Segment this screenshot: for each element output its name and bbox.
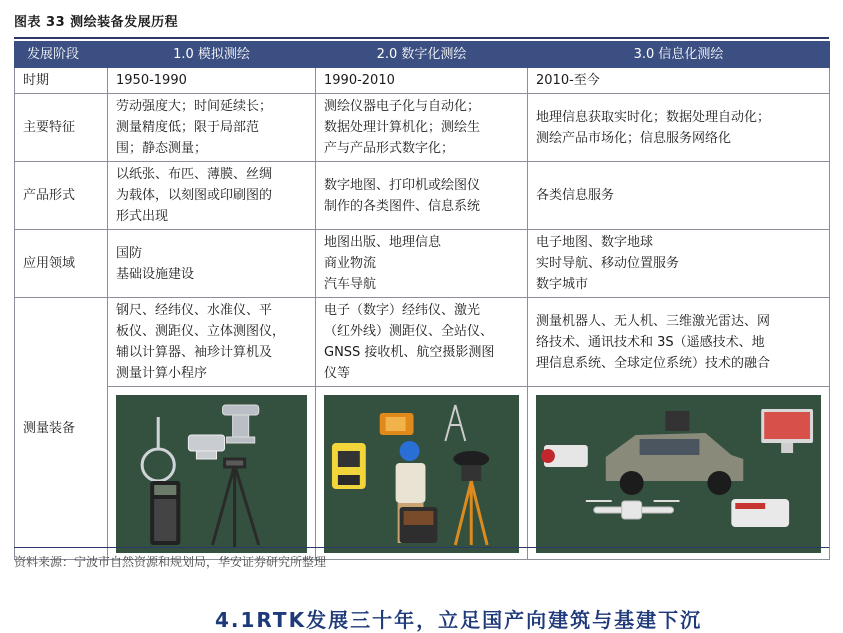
table-row-products [15, 162, 830, 230]
cell-line: 各类信息服务 [536, 188, 615, 203]
cell-line: 测量计算小程序 [116, 366, 208, 381]
cell-line: （红外线）测距仪、全站仪、 [324, 324, 494, 339]
table-row-period [15, 68, 830, 94]
cell-line: 钢尺、经纬仪、水准仪、平 [116, 303, 273, 318]
cell-line: 形式出现 [116, 209, 169, 224]
cell-line: 电子（数字）经纬仪、激光 [324, 303, 481, 318]
cell-line: 测量精度低；限于局部范 [116, 120, 260, 135]
equipment-history-table [14, 41, 830, 560]
table-cell [316, 387, 528, 560]
figure-title: 图表 33 测绘装备发展历程 [14, 15, 179, 30]
cell-line: 以纸张、布匹、薄膜、丝绸 [116, 167, 273, 182]
cell-line: 电子地图、数字地球 [536, 235, 654, 250]
cell-line: 测绘产品市场化；信息服务网络化 [536, 130, 732, 146]
row-label: 测量装备 [15, 298, 108, 560]
cell-line: 地图出版、地理信息 [324, 235, 442, 250]
header-information: 3.0 信息化测绘 [528, 42, 830, 68]
table-row-equipment-text [15, 298, 830, 387]
analog-instruments-photo [116, 395, 307, 553]
table-cell [316, 162, 528, 230]
cell-line: 仪等 [324, 366, 351, 381]
cell-line: 围；静态测量； [116, 141, 208, 156]
cell-line: 基础设施建设 [116, 266, 195, 282]
table-cell: 2010-至今 [528, 68, 830, 94]
cell-line: 产与产品形式数字化； [324, 141, 455, 156]
table-row-equipment-photos [15, 387, 830, 560]
header-row [15, 42, 830, 68]
bottom-rule [14, 547, 829, 548]
row-label: 时期 [15, 68, 108, 94]
table-cell: 1950-1990 [108, 68, 316, 94]
header-stage: 发展阶段 [15, 42, 108, 68]
cell-line: 制作的各类图件、信息系统 [324, 198, 481, 214]
cell-line: 国防 [116, 245, 143, 261]
table-cell [108, 387, 316, 560]
top-rule [14, 37, 829, 39]
cell-line: 测绘仪器电子化与自动化； [324, 99, 481, 114]
row-label: 产品形式 [15, 162, 108, 230]
table-cell [528, 387, 830, 560]
cell-line: 数字城市 [536, 277, 589, 292]
table-cell [528, 94, 830, 162]
cell-line: 汽车导航 [324, 277, 377, 292]
row-label: 应用领域 [15, 230, 108, 298]
cell-line: GNSS 接收机、航空摄影测图 [324, 345, 495, 360]
header-analog: 1.0 模拟测绘 [108, 42, 316, 68]
cell-line: 为载体，以刻图或印刷图的 [116, 188, 273, 203]
laser-rangefinder-icon [380, 413, 414, 435]
table-cell [108, 162, 316, 230]
information-instruments-photo [536, 395, 821, 553]
cell-line: 测量机器人、无人机、三维激光雷达、网 [536, 313, 771, 329]
table-cell [108, 298, 316, 387]
cell-line: 数字地图、打印机或绘图仪 [324, 177, 481, 193]
table-cell [316, 230, 528, 298]
table-row-applications [15, 230, 830, 298]
cell-line: 地理信息获取实时化；数据处理自动化； [536, 109, 771, 125]
table-cell [528, 230, 830, 298]
table-cell [316, 94, 528, 162]
header-digital: 2.0 数字化测绘 [316, 42, 528, 68]
cell-line: 商业物流 [324, 256, 377, 271]
table-cell [108, 94, 316, 162]
table-cell [108, 230, 316, 298]
cell-line: 数据处理计算机化；测绘生 [324, 120, 481, 135]
source-note: 资料来源：宁波市自然资源和规划局，华安证券研究所整理 [14, 555, 327, 569]
table-row-features [15, 94, 830, 162]
cell-line: 辅以计算器、袖珍计算机及 [116, 345, 273, 360]
cell-line: 络技术、通讯技术和 3S（遥感技术、地 [536, 334, 765, 350]
laser-scanner-icon [541, 445, 588, 467]
cell-line: 劳动强度大；时间延续长； [116, 99, 273, 114]
calculator-icon [150, 481, 180, 545]
table-cell [316, 298, 528, 387]
table-cell [528, 162, 830, 230]
total-station-icon [332, 443, 366, 489]
next-section-heading: 4.1RTK发展三十年，立足国产向建筑与基建下沉 [215, 608, 703, 632]
row-label: 主要特征 [15, 94, 108, 162]
digital-instruments-photo [324, 395, 519, 553]
cell-line: 板仪、测距仪、立体测图仪， [116, 324, 286, 339]
controller-icon [400, 507, 438, 543]
table-cell: 1990-2010 [316, 68, 528, 94]
scanner-unit-icon [731, 499, 789, 527]
table-cell [528, 298, 830, 387]
cell-line: 理信息系统、全球定位系统）技术的融合 [536, 355, 771, 371]
cell-line: 实时导航、移动位置服务 [536, 256, 680, 271]
